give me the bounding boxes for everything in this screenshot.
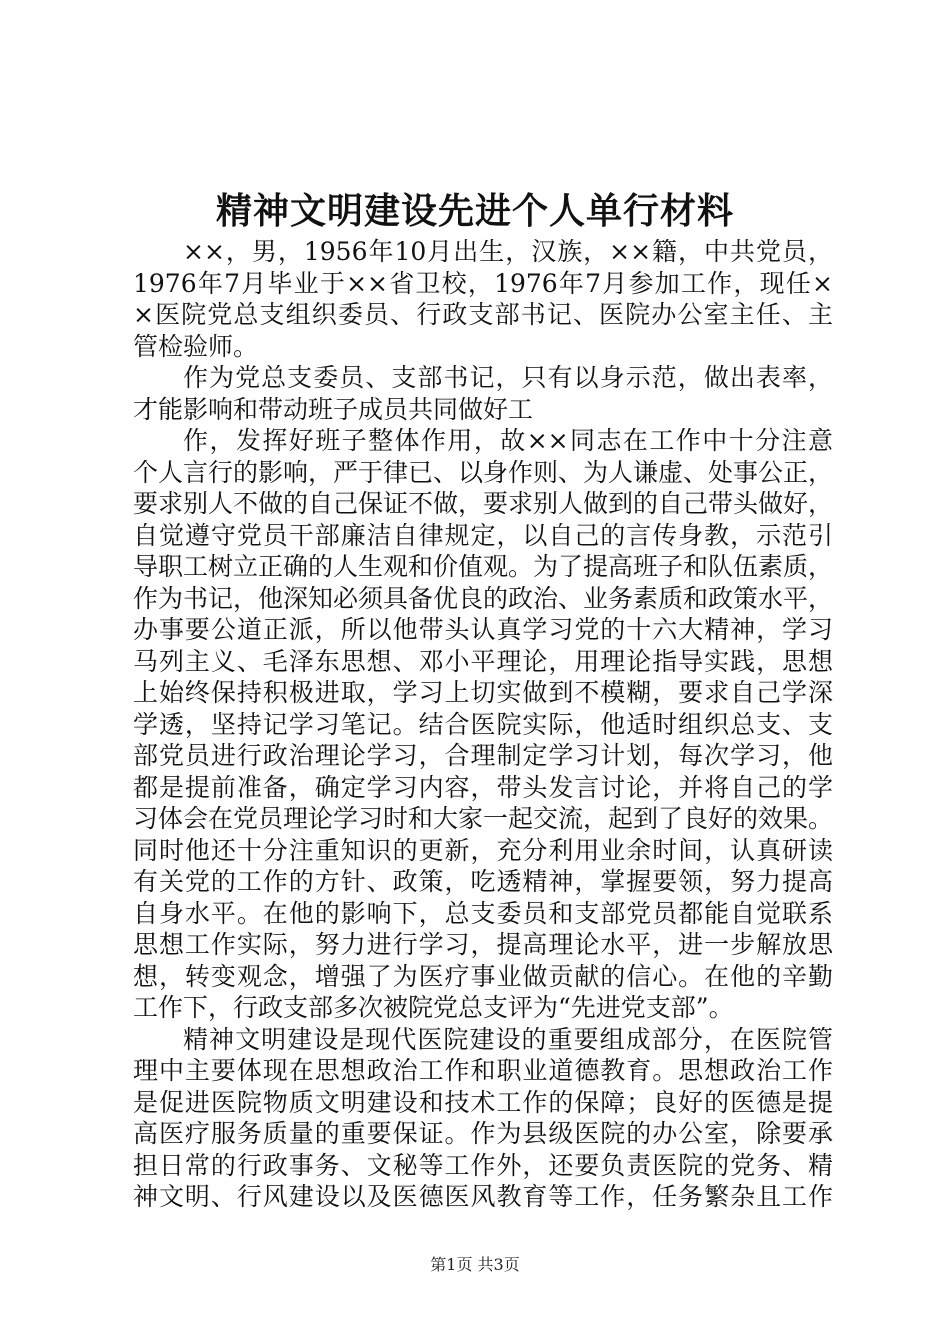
- body-line: 要求别人不做的自己保证不做，要求别人做到的自己带头做好，: [133, 489, 833, 518]
- body-line: 担日常的行政事务、文秘等工作外，还要负责医院的党务、精: [133, 1150, 833, 1180]
- body-line: 办事要公道正派，所以他带头认真学习党的十六大精神，学习: [133, 615, 833, 644]
- body-line: 同时他还十分注重知识的更新，充分利用业余时间，认真研读: [133, 835, 833, 865]
- body-line: 上始终保持积极进取，学习上切实做到不模糊，要求自己学深: [133, 678, 833, 707]
- body-line: 工作下，行政支部多次被院党总支评为“先进党支部”。: [133, 993, 734, 1022]
- body-line: 作为书记，他深知必须具备优良的政治、业务素质和政策水平，: [133, 583, 833, 613]
- body-line: 个人言行的影响，严于律已、以身作则、为人谦虚、处事公正，: [133, 457, 833, 487]
- body-line: 理中主要体现在思想政治工作和职业道德教育。思想政治工作: [133, 1056, 833, 1085]
- body-line: 神文明、行风建设以及医德医风教育等工作，任务繁杂且工作: [133, 1182, 833, 1211]
- body-line: ×医院党总支组织委员、行政支部书记、医院办公室主任、主: [133, 300, 833, 329]
- body-line: 自身水平。在他的影响下，总支委员和支部党员都能自觉联系: [133, 898, 833, 928]
- body-line: 作，发挥好班子整体作用，故××同志在工作中十分注意: [183, 426, 833, 455]
- body-line: 高医疗服务质量的重要保证。作为县级医院的办公室，除要承: [133, 1119, 833, 1148]
- body-line: 想，转变观念，增强了为医疗事业做贡献的信心。在他的辛勤: [133, 961, 833, 991]
- body-line: 都是提前准备，确定学习内容，带头发言讨论，并将自己的学: [133, 772, 833, 802]
- body-line: 习体会在党员理论学习时和大家一起交流，起到了良好的效果。: [133, 804, 833, 833]
- document-title: 精神文明建设先进个人单行材料: [215, 190, 734, 232]
- body-line: ××，男，1956年10月出生，汉族，××籍，中共党员，: [183, 237, 833, 266]
- body-line: 部党员进行政治理论学习，合理制定学习计划，每次学习，他: [133, 741, 833, 770]
- body-line: 才能影响和带动班子成员共同做好工: [133, 394, 534, 424]
- page-footer: 第1页 共3页: [430, 1255, 520, 1274]
- body-line: 有关党的工作的方针、政策，吃透精神，掌握要领，努力提高: [133, 867, 833, 896]
- body-line: 精神文明建设是现代医院建设的重要组成部分，在医院管: [183, 1024, 833, 1054]
- body-line: 作为党总支委员、支部书记，只有以身示范，做出表率，: [183, 363, 833, 392]
- body-line: 1976年7月毕业于××省卫校，1976年7月参加工作，现任×: [133, 268, 833, 298]
- body-line: 马列主义、毛泽东思想、邓小平理论，用理论指导实践，思想: [133, 646, 833, 676]
- body-line: 思想工作实际，努力进行学习，提高理论水平，进一步解放思: [133, 930, 833, 959]
- body-line: 管检验师。: [133, 331, 259, 361]
- body-line: 是促进医院物质文明建设和技术工作的保障；良好的医德是提: [133, 1087, 833, 1117]
- document-body: [133, 236, 833, 1213]
- body-line: 导职工树立正确的人生观和价值观。为了提高班子和队伍素质，: [133, 552, 833, 581]
- body-line: 学透，坚持记学习笔记。结合医院实际，他适时组织总支、支: [133, 709, 833, 739]
- body-line: 自觉遵守党员干部廉洁自律规定，以自己的言传身教，示范引: [133, 520, 833, 550]
